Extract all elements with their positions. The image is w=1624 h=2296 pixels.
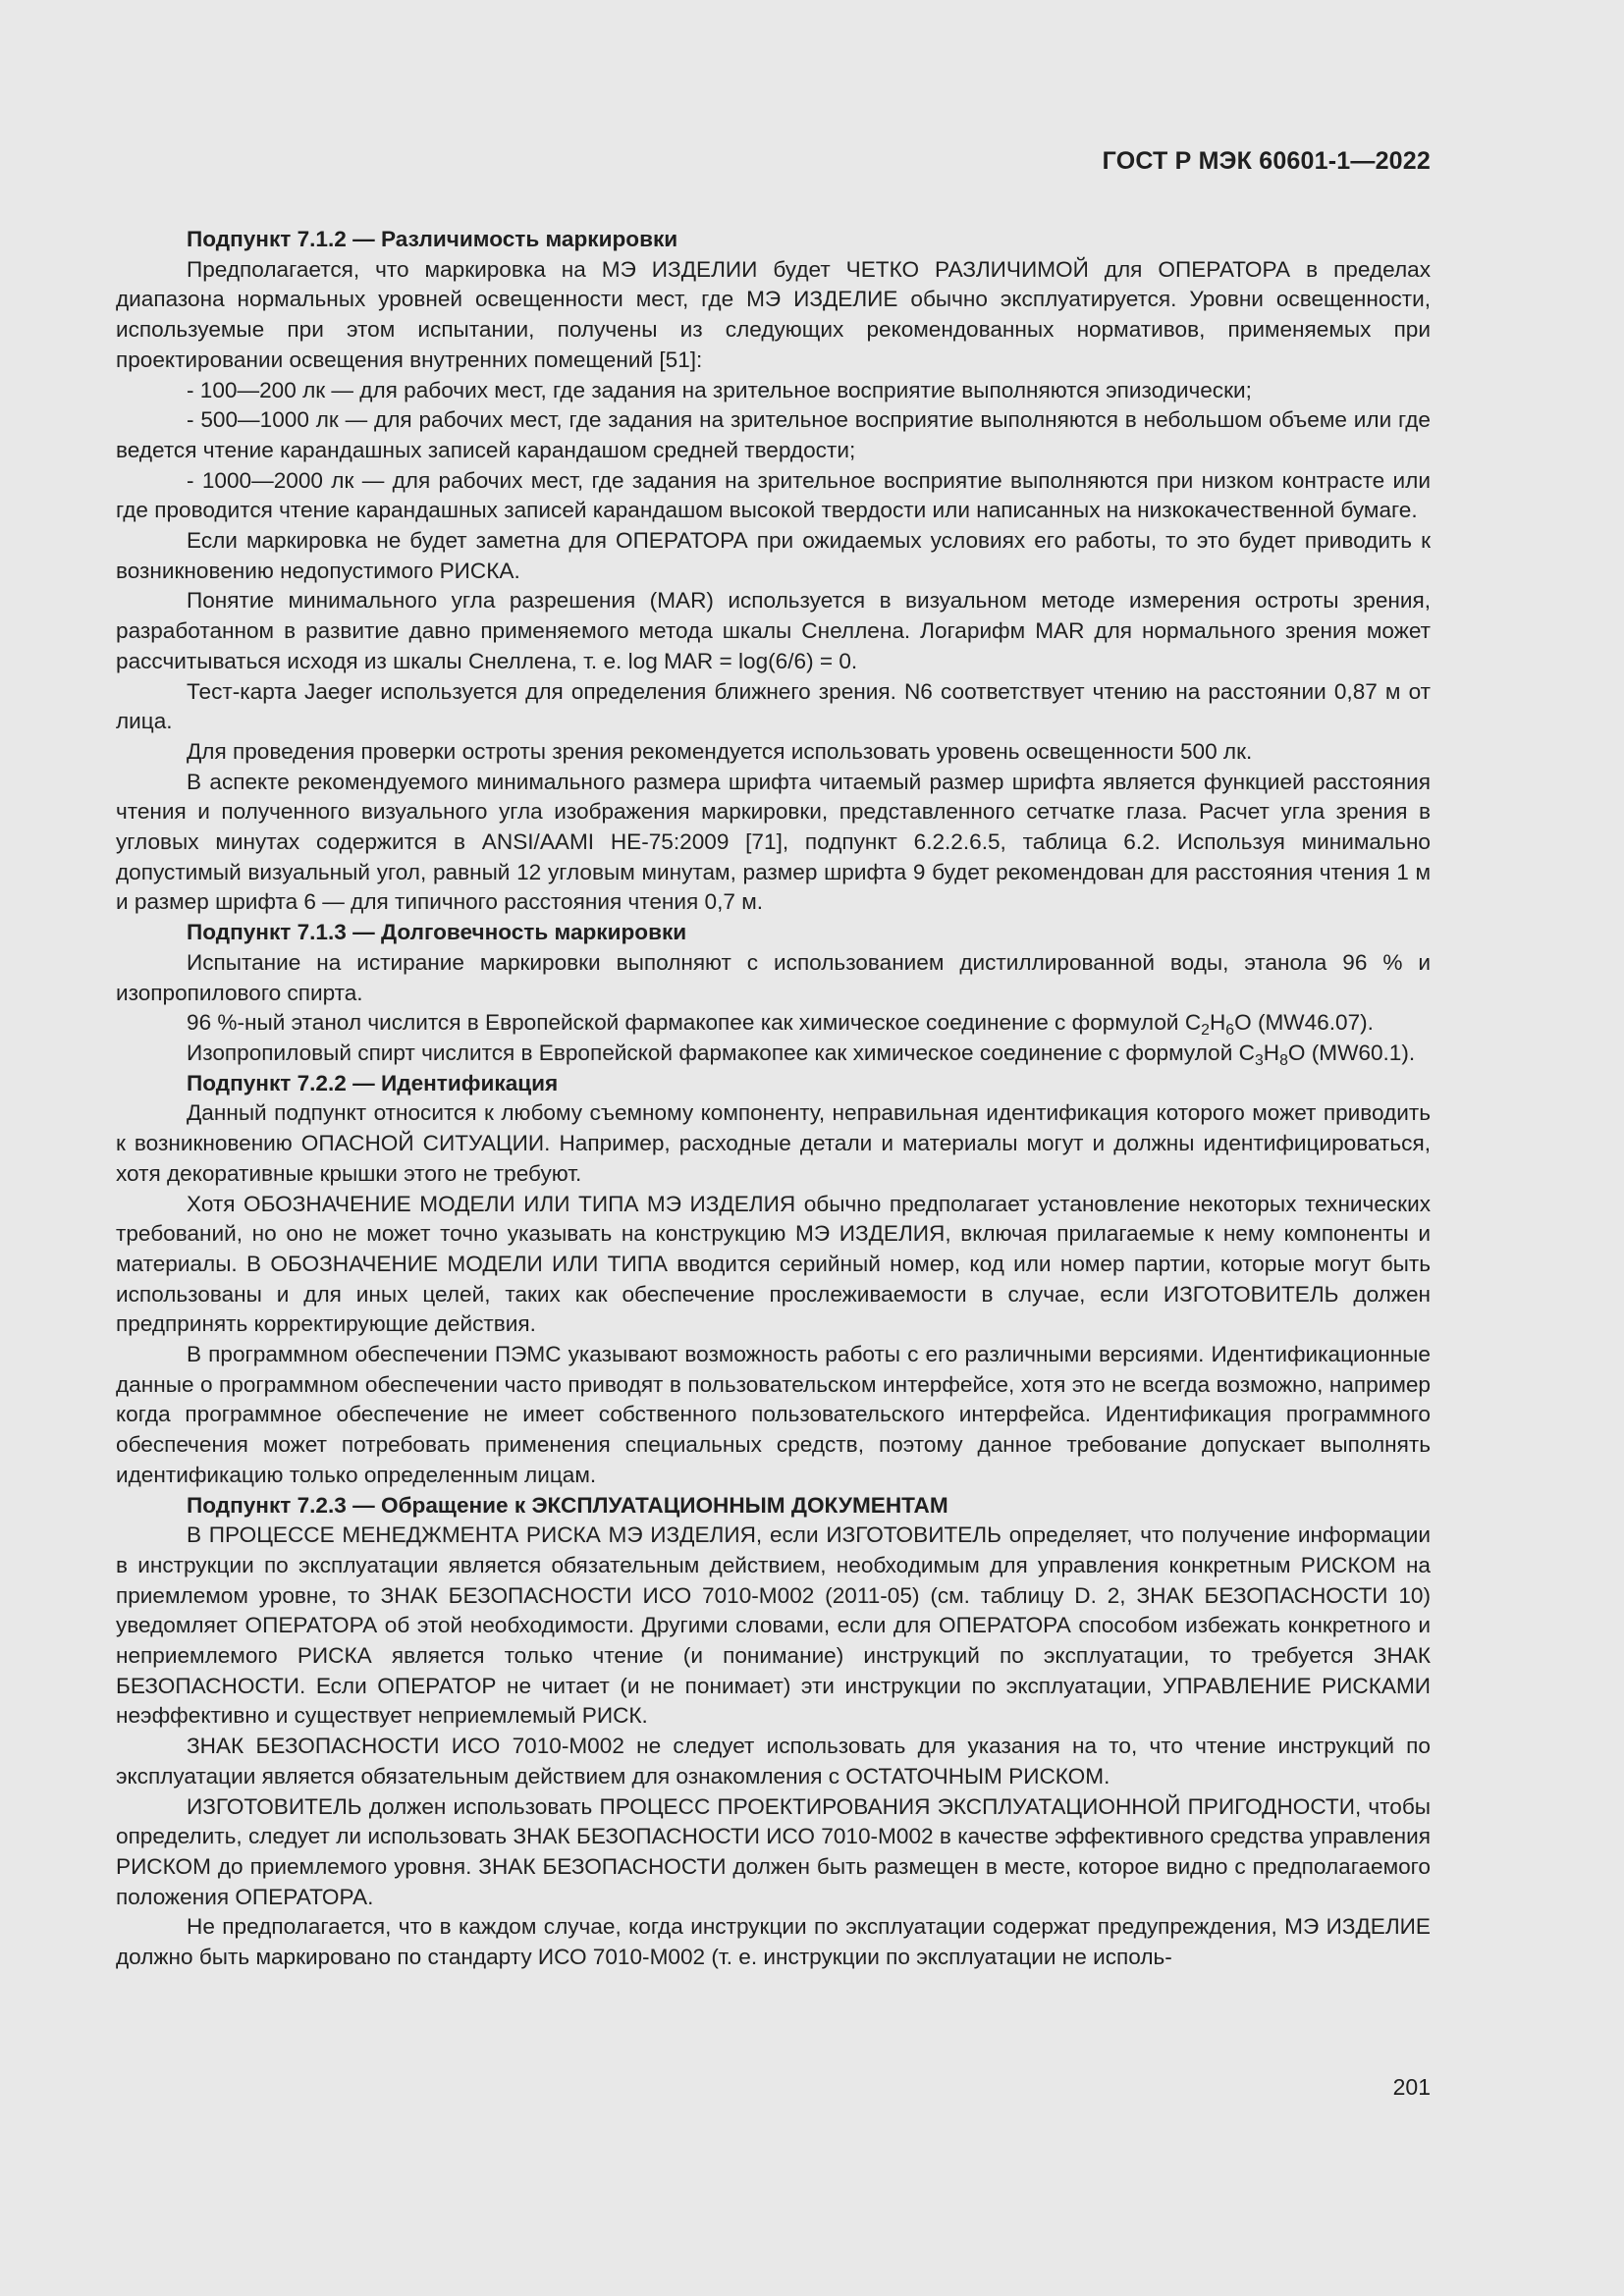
list-item: - 500—1000 лк — для рабочих мест, где задания на зрительное восприятие выполняются в небольшом объеме или где ведется чтение карандашных записей карандашом средней твердости; xyxy=(116,407,1431,462)
paragraph-isopropyl xyxy=(116,1039,1431,1069)
section-heading-7-2-3: Подпункт 7.2.3 — Обращение к ЭКСПЛУАТАЦИОННЫМ ДОКУМЕНТАМ xyxy=(187,1492,948,1518)
paragraph: Если маркировка не будет заметна для ОПЕРАТОРА при ожидаемых условиях его работы, то это будет приводить к возникновению недопустимого РИСКА. xyxy=(116,528,1431,583)
chemical-formula: $C_3H_8O$ xyxy=(1238,1040,1306,1069)
paragraph: В ПРОЦЕССЕ МЕНЕДЖМЕНТА РИСКА МЭ ИЗДЕЛИЯ, если ИЗГОТОВИТЕЛЬ определяет, что получение информации в инструкции по эксплуатации является обязательным действием, необходимым для управления конкретным РИСКОМ на приемлемом уровне, то ЗНАК БЕЗОПАСНОСТИ ИСО 7010-M002 (2011-05) (см. таблицу D. 2, ЗНАК БЕЗОПАСНОСТИ 10) уведомляет ОПЕРАТОРА об этой необходимости. Другими словами, если для ОПЕРАТОРА способом избежать конкретного и неприемлемого РИСКА является только чтение (и понимание) инструкций по эксплуатации, то требуется ЗНАК БЕЗОПАСНОСТИ. Если ОПЕРАТОР не читает (и не понимает) эти инструкции по эксплуатации, УПРАВЛЕНИЕ РИСКАМИ неэффективно и существует неприемлемый РИСК. xyxy=(116,1522,1431,1729)
paragraph: Предполагается, что маркировка на МЭ ИЗДЕЛИИ будет ЧЕТКО РАЗЛИЧИМОЙ для ОПЕРАТОРА в пределах диапазона нормальных уровней освещенности мест, где МЭ ИЗДЕЛИЕ обычно эксплуатируется. Уровни освещенности, используемые при этом испытании, получены из следующих рекомендованных нормативов, применяемых при проектировании освещения внутренних помещений [51]: xyxy=(116,256,1431,372)
section-heading-7-2-2: Подпункт 7.2.2 — Идентификация xyxy=(187,1070,559,1095)
paragraph: Данный подпункт относится к любому съемному компоненту, неправильная идентификация которого может приводить к возникновению ОПАСНОЙ СИТУАЦИИ. Например, расходные детали и материалы могут и должны идентифицироваться, хотя декоративные крышки этого не требуют. xyxy=(116,1100,1431,1186)
paragraph: ЗНАК БЕЗОПАСНОСТИ ИСО 7010-M002 не следует использовать для указания на то, что чтение инструкций по эксплуатации является обязательным действием для ознакомления с ОСТАТОЧНЫМ РИСКОМ. xyxy=(116,1734,1431,1789)
paragraph: Понятие минимального угла разрешения (MAR) используется в визуальном методе измерения остроты зрения, разработанном в развитие давно применяемого метода шкалы Снеллена. Логарифм MAR для нормального зрения может рассчитываться исходя из шкалы Снеллена, т. е. log MAR = log(6/6) = 0. xyxy=(116,588,1431,673)
paragraph: В аспекте рекомендуемого минимального размера шрифта читаемый размер шрифта является функцией расстояния чтения и полученного визуального угла изображения маркировки, представленного сетчатке глаза. Расчет угла зрения в угловых минутах содержится в ANSI/AAMI HE-75:2009 [71], подпункт 6.2.2.6.5, таблица 6.2. Используя минимально допустимый визуальный угол, равный 12 угловым минутам, размер шрифта 9 будет рекомендован для расстояния чтения 1 м и размер шрифта 6 — для типичного расстояния чтения 0,7 м. xyxy=(116,769,1431,915)
list-item: - 100—200 лк — для рабочих мест, где задания на зрительное восприятие выполняются эпизодически; xyxy=(187,377,1252,402)
paragraph: Испытание на истирание маркировки выполняют с использованием дистиллированной воды, этанола 96 % и изопропилового спирта. xyxy=(116,949,1431,1005)
document-header: ГОСТ Р МЭК 60601-1—2022 xyxy=(1102,147,1431,175)
paragraph-text: Изопропиловый спирт числится в Европейской фармакопее как химическое соединение с формулой xyxy=(187,1040,1239,1065)
paragraph: Не предполагается, что в каждом случае, когда инструкции по эксплуатации содержат предупреждения, МЭ ИЗДЕЛИЕ должно быть маркировано по стандарту ИСО 7010-M002 (т. е. инструкции по эксплуатации не исполь- xyxy=(116,1914,1431,1970)
paragraph-tail: (MW60.1). xyxy=(1311,1040,1416,1065)
chemical-formula: $C_2H_6O$ xyxy=(1184,1010,1252,1040)
page-number: 201 xyxy=(1392,2074,1431,2100)
paragraph-ethanol xyxy=(116,1008,1431,1039)
paragraph: Тест-карта Jaeger используется для определения ближнего зрения. N6 соответствует чтению на расстоянии 0,87 м от лица. xyxy=(116,678,1431,734)
section-heading-7-1-3: Подпункт 7.1.3 — Долговечность маркировки xyxy=(187,920,687,945)
paragraph: Хотя ОБОЗНАЧЕНИЕ МОДЕЛИ ИЛИ ТИПА МЭ ИЗДЕЛИЯ обычно предполагает установление некоторых технических требований, но оно не может точно указывать на конструкцию МЭ ИЗДЕЛИЯ, включая прилагаемые к нему компоненты и материалы. В ОБОЗНАЧЕНИЕ МОДЕЛИ ИЛИ ТИПА вводится серийный номер, код или номер партии, которые могут быть использованы и для иных целей, таких как обеспечение прослеживаемости в случае, если ИЗГОТОВИТЕЛЬ должен предпринять корректирующие действия. xyxy=(116,1191,1431,1337)
paragraph-tail: (MW46.07). xyxy=(1257,1010,1374,1036)
section-heading-7-1-2: Подпункт 7.1.2 — Различимость маркировки xyxy=(187,227,678,251)
document-body xyxy=(116,225,1431,1973)
paragraph-text: 96 %-ный этанол числится в Европейской фармакопее как химическое соединение с формулой xyxy=(187,1010,1185,1036)
list-item: - 1000—2000 лк — для рабочих мест, где задания на зрительное восприятие выполняются при низком контрасте или где проводится чтение карандашных записей карандашом высокой твердости или написанных на низкокачественной бумаге. xyxy=(116,467,1431,523)
paragraph: ИЗГОТОВИТЕЛЬ должен использовать ПРОЦЕСС ПРОЕКТИРОВАНИЯ ЭКСПЛУАТАЦИОННОЙ ПРИГОДНОСТИ, чтобы определить, следует ли использовать ЗНАК БЕЗОПАСНОСТИ ИСО 7010-M002 в качестве эффективного средства управления РИСКОМ до приемлемого уровня. ЗНАК БЕЗОПАСНОСТИ должен быть размещен в месте, которое видно с предполагаемого положения ОПЕРАТОРА. xyxy=(116,1793,1431,1909)
paragraph: В программном обеспечении ПЭМС указывают возможность работы с его различными версиями. Идентификационные данные о программном обеспечении часто приводят в пользовательском интерфейсе, хотя это не всегда возможно, например когда программное обеспечение не имеет собственного пользовательского интерфейса. Идентификация программного обеспечения может потребовать применения специальных средств, поэтому данное требование допускает выполнять идентификацию только определенным лицам. xyxy=(116,1342,1431,1487)
paragraph: Для проведения проверки остроты зрения рекомендуется использовать уровень освещенности 500 лк. xyxy=(187,738,1253,764)
